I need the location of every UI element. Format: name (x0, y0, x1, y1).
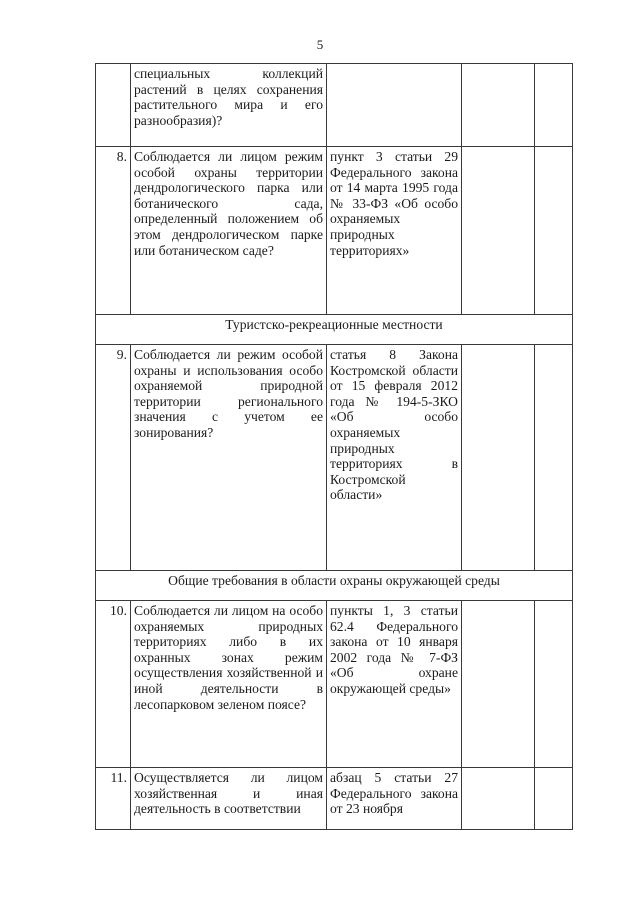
checklist-table (95, 63, 573, 830)
note-cell (535, 768, 573, 830)
table-row (96, 147, 573, 315)
note-cell (535, 64, 573, 147)
requirement-question: Соблюдается ли лицом на особо охраняемых природных территориях либо в их охранных зонах режим осуществления хозяйственной и иной деятельности в лесопарковом зеленом поясе? (131, 601, 327, 768)
page-number: 5 (316, 37, 324, 52)
requirement-question: Соблюдается ли режим особой охраны и использования особо охраняемой природной территории регионального значения с учетом ее зонирования? (131, 345, 327, 571)
row-number (96, 64, 131, 147)
note-cell (535, 345, 573, 571)
legal-reference: статья 8 Закона Костромской области от 15 февраля 2012 года № 194-5-ЗКО «Об особо охраняемых природных территориях в Костромской области» (327, 345, 462, 571)
row-number: 10. (96, 601, 131, 768)
table-row (96, 768, 573, 830)
row-number: 11. (96, 768, 131, 830)
table-row (96, 601, 573, 768)
row-number: 8. (96, 147, 131, 315)
answer-cell (462, 345, 535, 571)
section-header-row (96, 571, 573, 601)
section-title: Туристско-рекреационные местности (96, 315, 573, 345)
answer-cell (462, 768, 535, 830)
requirement-question: Соблюдается ли лицом режим особой охраны территории дендрологического парка или ботанического сада, определенный положением об этом дендрологическом парке или ботаническом саде? (131, 147, 327, 315)
legal-reference: пункт 3 статьи 29 Федерального закона от 14 марта 1995 года № 33-ФЗ «Об особо охраняемых природных территориях» (327, 147, 462, 315)
section-header-row (96, 315, 573, 345)
requirement-question: Осуществляется ли лицом хозяйственная и иная деятельность в соответствии (131, 768, 327, 830)
requirement-question: специальных коллекций растений в целях сохранения растительного мира и его разнообразия)? (131, 64, 327, 147)
legal-reference: абзац 5 статьи 27 Федерального закона от 23 ноября (327, 768, 462, 830)
answer-cell (462, 147, 535, 315)
legal-reference (327, 64, 462, 147)
note-cell (535, 601, 573, 768)
table-row (96, 64, 573, 147)
section-title: Общие требования в области охраны окружающей среды (96, 571, 573, 601)
answer-cell (462, 601, 535, 768)
row-number: 9. (96, 345, 131, 571)
note-cell (535, 147, 573, 315)
table-row (96, 345, 573, 571)
answer-cell (462, 64, 535, 147)
legal-reference: пункты 1, 3 статьи 62.4 Федерального закона от 10 января 2002 года № 7-ФЗ «Об охране окружающей среды» (327, 601, 462, 768)
